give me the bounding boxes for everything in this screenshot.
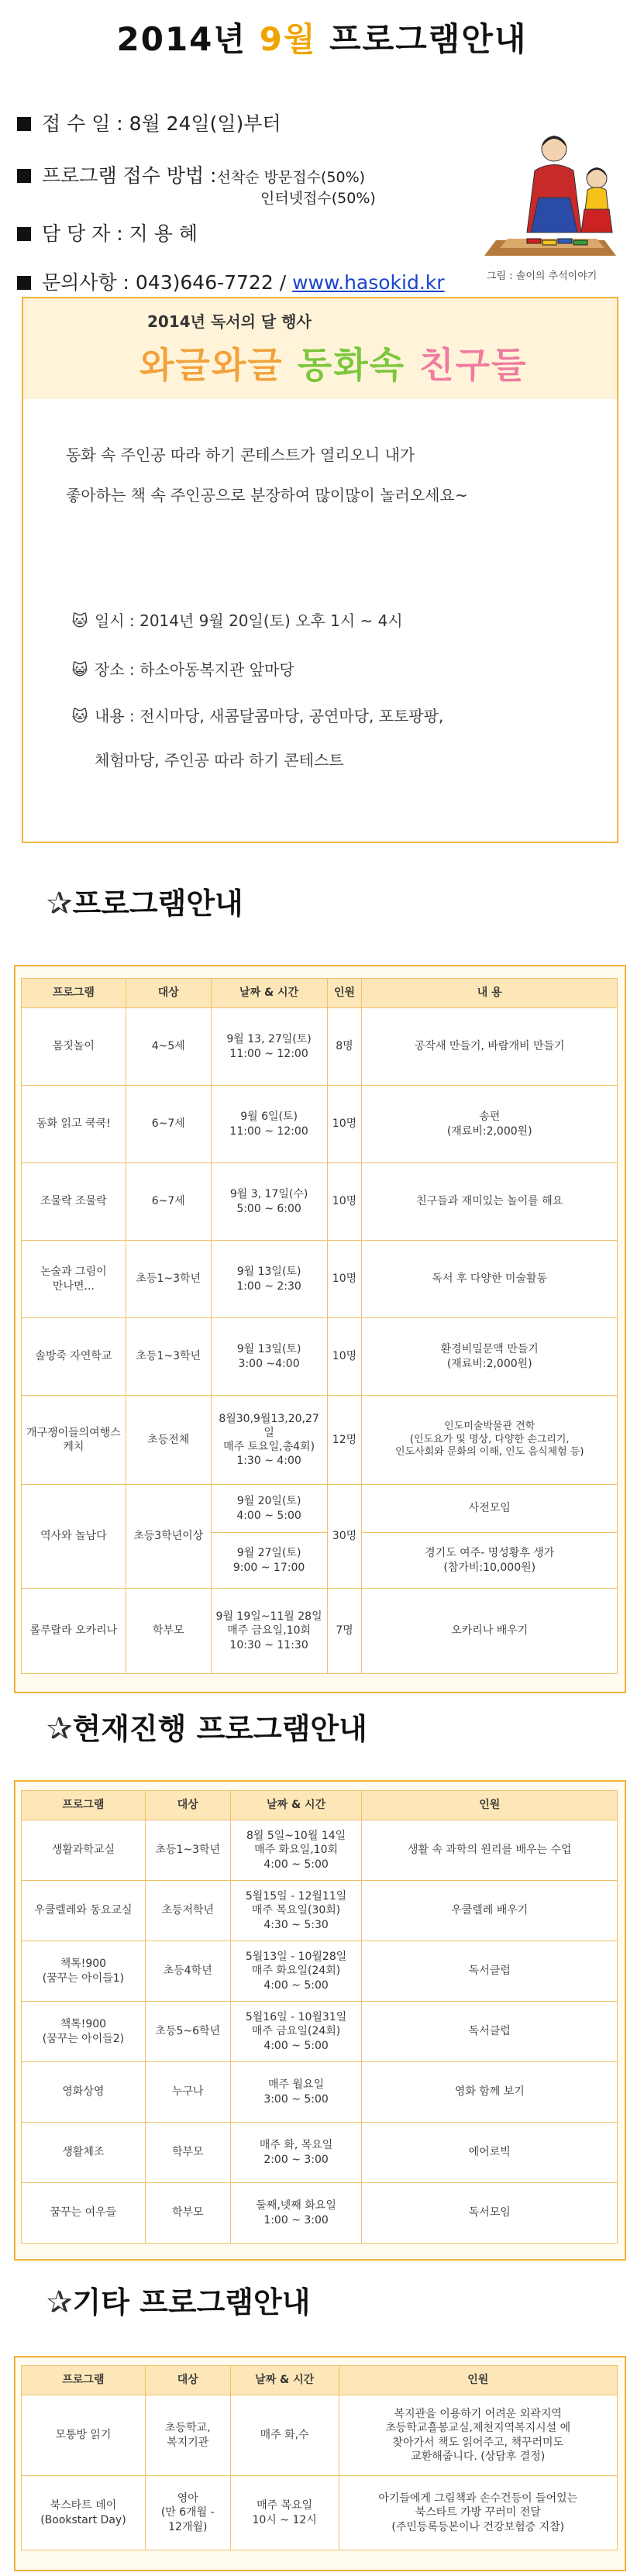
cat-face-icon: 🐱 [71, 707, 88, 725]
table-cell: 복지관을 이용하기 어려운 외곽지역 초등학교흘봉교실,제천지역복지시설 에 찾아가서 책도 읽어주고, 책꾸러미도 교환해줍니다. (상담후 결정) [339, 2395, 617, 2476]
table-cell: 초등전체 [126, 1396, 211, 1485]
table-header: 날짜 & 시간 [211, 979, 327, 1008]
table-cell: 10명 [327, 1318, 362, 1396]
table-row [22, 1241, 618, 1318]
table-row [22, 1396, 618, 1485]
table-cell: 9월 3, 17일(수) 5:00 ~ 6:00 [211, 1163, 327, 1241]
table-cell: 12명 [327, 1396, 362, 1485]
table-cell: 역사와 놀남다 [22, 1485, 126, 1589]
star-icon: ✰ [46, 886, 73, 921]
table-cell: 생활 속 과학의 원리를 배우는 수업 [362, 1820, 618, 1881]
table-header-row [22, 979, 618, 1008]
table-cell: 공작새 만들기, 바람개비 만들기 [362, 1008, 618, 1086]
table-cell: 9월 6일(토) 11:00 ~ 12:00 [211, 1086, 327, 1163]
square-bullet-icon [17, 169, 31, 183]
event-content-2: 체험마당, 주인공 따라 하기 콘테스트 [95, 751, 344, 770]
reception-info: 접 수 일 : 8월 24일(일)부터 [17, 108, 281, 136]
table-cell: 8명 [327, 1008, 362, 1086]
table-row [22, 2476, 618, 2550]
other-table [21, 2365, 618, 2550]
current-table [21, 1790, 618, 2244]
table-header: 대상 [126, 979, 211, 1008]
table-header: 날짜 & 시간 [230, 2366, 339, 2395]
event-title: 와글와글 동화속 친구들 [139, 344, 528, 386]
method-info: 프로그램 접수 방법 :선착순 방문접수(50%) 인터넷접수(50%) [17, 160, 376, 208]
table-cell: 9월 20일(토) 4:00 ~ 5:00 [211, 1485, 327, 1533]
table-row [22, 2062, 618, 2123]
title-month: 9월 [259, 20, 317, 58]
table-row [22, 1589, 618, 1674]
table-cell: 독서 후 다양한 미술활동 [362, 1241, 618, 1318]
table-cell: 5월15일 - 12월11일 매주 목요일(30회) 4:30 ~ 5:30 [230, 1881, 362, 1941]
table-cell: 독서클럽 [362, 2002, 618, 2062]
table-cell: 둘째,넷째 화요일 1:00 ~ 3:00 [230, 2183, 362, 2244]
table-cell: 6~7세 [126, 1086, 211, 1163]
table-cell: 꿈꾸는 여우들 [22, 2183, 146, 2244]
table-cell: 10명 [327, 1163, 362, 1241]
event-place: 😺 장소 : 하소아동복지관 앞마당 [71, 660, 294, 679]
table-cell: 초등저학년 [145, 1881, 230, 1941]
event-box [22, 297, 618, 843]
table-cell: 독서클럽 [362, 1941, 618, 2002]
table-cell: 9월 19일~11월 28일 매주 금요일,10회 10:30 ~ 11:30 [211, 1589, 327, 1674]
table-row [22, 1318, 618, 1396]
table-cell: 생활과학교실 [22, 1820, 146, 1881]
table-cell: 9월 13일(토) 1:00 ~ 2:30 [211, 1241, 327, 1318]
table-cell: 오카리나 배우기 [362, 1589, 618, 1674]
table-cell: 책톡!900 (꿈꾸는 아이들1) [22, 1941, 146, 2002]
manager-info: 담 당 자 : 지 용 혜 [17, 219, 198, 246]
table-header: 프로그램 [22, 979, 126, 1008]
table-header-row [22, 1791, 618, 1820]
table-cell: 논술과 그림이 만나면... [22, 1241, 126, 1318]
illustration-caption: 그림 : 솔이의 추석이야기 [487, 270, 598, 282]
table-cell: 아기들에게 그림책과 손수건등이 들어있는 북스타트 가방 꾸러미 전달 (주민등록등본이나 건강보험증 지참) [339, 2476, 617, 2550]
table-cell: 9월 13, 27일(토) 11:00 ~ 12:00 [211, 1008, 327, 1086]
table-cell: 30명 [327, 1485, 362, 1589]
event-subtitle: 2014년 독서의 달 행사 [147, 312, 312, 331]
table-cell: 초등학교, 복지기관 [145, 2395, 230, 2476]
program-table [21, 978, 618, 1674]
table-cell: 누구나 [145, 2062, 230, 2123]
event-description: 동화 속 주인공 따라 하기 콘테스트가 열리오니 내가 좋아하는 책 속 주인공으로 분장하여 많이많이 놀러오세요~ [66, 446, 468, 505]
table-cell: 5월13일 - 10월28일 매주 화요일(24회) 4:00 ~ 5:00 [230, 1941, 362, 2002]
table-row [22, 2183, 618, 2244]
table-cell: 독서모임 [362, 2183, 618, 2244]
star-icon: ✰ [46, 2285, 73, 2320]
table-row [22, 1086, 618, 1163]
event-banner [23, 298, 617, 399]
table-cell: 책톡!900 (꿈꾸는 아이들2) [22, 2002, 146, 2062]
table-cell: 학부모 [126, 1589, 211, 1674]
table-header: 인원 [362, 1791, 618, 1820]
table-cell: 송편 (재료비:2,000원) [362, 1086, 618, 1163]
table-cell: 북스타트 데이 (Bookstart Day) [22, 2476, 146, 2550]
mother-child-illustration-icon [480, 124, 620, 260]
table-cell: 경기도 여주- 명성황후 생가 (참가비:10,000원) [362, 1533, 618, 1589]
table-cell: 초등1~3학년 [145, 1820, 230, 1881]
cat-face-icon: 🐱 [71, 611, 88, 630]
table-cell: 10명 [327, 1086, 362, 1163]
table-header: 프로그램 [22, 2366, 146, 2395]
page-title: 2014년 9월 프로그램안내 [116, 20, 528, 58]
table-header: 인원 [339, 2366, 617, 2395]
square-bullet-icon [17, 227, 31, 241]
table-header: 프로그램 [22, 1791, 146, 1820]
table-cell: 인도미술박물관 견학 (인도요가 및 명상, 다양한 손그리기, 인도사회와 문화의 이해, 인도 음식체험 등) [362, 1396, 618, 1485]
table-header: 날짜 & 시간 [230, 1791, 362, 1820]
table-cell: 모퉁방 읽기 [22, 2395, 146, 2476]
table-cell: 에어로빅 [362, 2123, 618, 2183]
table-cell: 우쿨렐레와 동요교실 [22, 1881, 146, 1941]
table-cell: 9월 13일(토) 3:00 ~4:00 [211, 1318, 327, 1396]
table-cell: 매주 월요일 3:00 ~ 5:00 [230, 2062, 362, 2123]
table-cell: 초등4학년 [145, 1941, 230, 2002]
table-cell: 8월 5일~10월 14일 매주 화요일,10회 4:00 ~ 5:00 [230, 1820, 362, 1881]
table-cell: 동화 읽고 쿡쿡! [22, 1086, 126, 1163]
event-content: 🐱 내용 : 전시마당, 새콤달콤마당, 공연마당, 포토팡팡, [71, 707, 444, 725]
table-row [22, 1008, 618, 1086]
table-cell: 솔방죽 자연학교 [22, 1318, 126, 1396]
table-cell: 7명 [327, 1589, 362, 1674]
table-cell: 개구쟁이들의여행스케치 [22, 1396, 126, 1485]
table-cell: 조물락 조물락 [22, 1163, 126, 1241]
table-cell: 사전모임 [362, 1485, 618, 1533]
table-cell: 8월30,9월13,20,27일 매주 토요일,총4회) 1:30 ~ 4:00 [211, 1396, 327, 1485]
table-cell: 영화 함께 보기 [362, 2062, 618, 2123]
table-cell: 매주 화, 목요일 2:00 ~ 3:00 [230, 2123, 362, 2183]
table-cell: 학부모 [145, 2123, 230, 2183]
website-link[interactable]: www.hasokid.kr [292, 271, 445, 294]
section-title-other: ✰기타 프로그램안내 [46, 2285, 311, 2320]
table-header: 인원 [327, 979, 362, 1008]
table-cell: 학부모 [145, 2183, 230, 2244]
table-cell: 4~5세 [126, 1008, 211, 1086]
table-cell: 영화상영 [22, 2062, 146, 2123]
table-cell: 몸짓놀이 [22, 1008, 126, 1086]
table-row [22, 2395, 618, 2476]
table-cell: 매주 화,수 [230, 2395, 339, 2476]
event-date: 🐱 일시 : 2014년 9월 20일(토) 오후 1시 ~ 4시 [71, 611, 403, 630]
table-cell: 초등1~3학년 [126, 1241, 211, 1318]
square-bullet-icon [17, 117, 31, 131]
table-row [22, 1881, 618, 1941]
table-cell: 10명 [327, 1241, 362, 1318]
table-row [22, 1941, 618, 2002]
table-row [22, 1820, 618, 1881]
table-cell: 초등3학년이상 [126, 1485, 211, 1589]
table-cell: 초등1~3학년 [126, 1318, 211, 1396]
table-cell: 친구들과 재미있는 놀이를 해요 [362, 1163, 618, 1241]
table-cell: 6~7세 [126, 1163, 211, 1241]
table-header-row [22, 2366, 618, 2395]
square-bullet-icon [17, 276, 31, 290]
table-header: 대상 [145, 2366, 230, 2395]
star-icon: ✰ [46, 1711, 73, 1747]
section-title-current: ✰현재진행 프로그램안내 [46, 1711, 367, 1747]
cat-outline-icon: 😺 [71, 660, 88, 679]
table-cell: 롤루랄라 오카리나 [22, 1589, 126, 1674]
table-cell: 영아 (만 6개월 - 12개월) [145, 2476, 230, 2550]
table-cell: 초등5~6학년 [145, 2002, 230, 2062]
table-header: 대상 [145, 1791, 230, 1820]
table-row [22, 2002, 618, 2062]
table-cell: 9월 27일(토) 9:00 ~ 17:00 [211, 1533, 327, 1589]
table-cell: 생활체조 [22, 2123, 146, 2183]
table-cell: 매주 목요일 10시 ~ 12시 [230, 2476, 339, 2550]
contact-info: 문의사항 : 043)646-7722 / www.hasokid.kr [17, 267, 445, 295]
section-title-program: ✰프로그램안내 [46, 886, 243, 921]
table-row [22, 2123, 618, 2183]
table-cell: 환경비밀문액 만들기 (재료비:2,000원) [362, 1318, 618, 1396]
table-cell: 5월16일 - 10월31일 매주 금요일(24회) 4:00 ~ 5:00 [230, 2002, 362, 2062]
table-row [22, 1163, 618, 1241]
table-header: 내 용 [362, 979, 618, 1008]
table-row [22, 1485, 618, 1533]
table-cell: 우쿨렐레 배우기 [362, 1881, 618, 1941]
